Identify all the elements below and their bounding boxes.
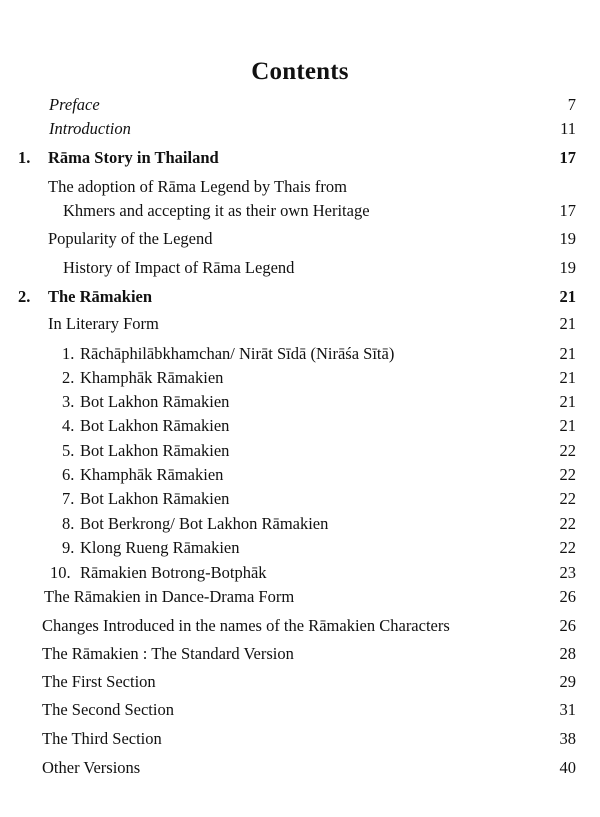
toc-chapter-title: The Rāmakien (48, 287, 153, 306)
toc-chapter-number: 1. (18, 148, 31, 167)
toc-entry-page: 21 (559, 287, 576, 306)
toc-entry-page: 31 (559, 700, 576, 719)
toc-entry-label: History of Impact of Rāma Legend (63, 258, 295, 277)
toc-subentry-10[interactable] (0, 563, 600, 587)
toc-subentry-6[interactable] (0, 465, 600, 489)
toc-subentry-4[interactable] (0, 416, 600, 440)
toc-entry-label: Rāmakien Botrong-Botphāk (80, 563, 267, 582)
toc-entry-introduction[interactable] (0, 119, 600, 143)
page-title: Contents (251, 58, 349, 85)
toc-entry-literary-form[interactable] (0, 314, 600, 338)
toc-entry-label: Klong Rueng Rāmakien (80, 538, 240, 557)
toc-subentry-9[interactable] (0, 538, 600, 562)
toc-entry-standard-version[interactable] (0, 644, 600, 668)
toc-entry-label: Bot Lakhon Rāmakien (80, 416, 230, 435)
toc-entry-first-section[interactable] (0, 672, 600, 696)
toc-subentry-number: 3. (62, 392, 75, 411)
toc-entry-label: Khmers and accepting it as their own Heritage (63, 201, 370, 220)
toc-entry-page: 22 (559, 514, 576, 533)
toc-entry-page: 26 (559, 587, 576, 606)
toc-entry-label: The Rāmakien in Dance-Drama Form (44, 587, 295, 606)
toc-subentry-number: 2. (62, 368, 75, 387)
toc-entry-label: The adoption of Rāma Legend by Thais from (48, 177, 347, 196)
toc-chapter-1[interactable] (0, 148, 600, 172)
toc-entry-label: Other Versions (42, 758, 141, 777)
toc-entry-changes[interactable] (0, 616, 600, 640)
toc-subentry-5[interactable] (0, 441, 600, 465)
toc-entry-page: 11 (560, 119, 576, 138)
toc-entry-adoption-line1[interactable] (0, 177, 600, 201)
toc-entry-dance-drama[interactable] (0, 587, 600, 611)
toc-entry-adoption-line2[interactable] (0, 201, 600, 225)
toc-subentry-number: 4. (62, 416, 75, 435)
toc-subentry-8[interactable] (0, 514, 600, 538)
toc-entry-label: Bot Lakhon Rāmakien (80, 489, 230, 508)
toc-entry-label: Changes Introduced in the names of the Rāmakien Characters (42, 616, 450, 635)
toc-entry-page: 7 (567, 95, 576, 114)
toc-entry-page: 22 (559, 465, 576, 484)
toc-entry-label: Rāchāphilābkhamchan/ Nirāt Sīdā (Nirāśa Sītā) (80, 344, 395, 363)
toc-entry-page: 29 (559, 672, 576, 691)
toc-entry-page: 21 (559, 344, 576, 363)
toc-entry-page: 28 (559, 644, 576, 663)
toc-entry-label: Preface (49, 95, 100, 114)
toc-entry-second-section[interactable] (0, 700, 600, 724)
toc-subentry-number: 8. (62, 514, 75, 533)
toc-subentry-2[interactable] (0, 368, 600, 392)
toc-entry-page: 38 (559, 729, 576, 748)
toc-entry-label: The First Section (42, 672, 156, 691)
toc-entry-other-versions[interactable] (0, 758, 600, 782)
toc-entry-page: 21 (559, 416, 576, 435)
toc-entry-page: 22 (559, 441, 576, 460)
toc-entry-page: 19 (559, 258, 576, 277)
toc-entry-preface[interactable] (0, 95, 600, 119)
toc-entry-page: 26 (559, 616, 576, 635)
toc-entry-label: Popularity of the Legend (48, 229, 213, 248)
toc-subentry-number: 6. (62, 465, 75, 484)
toc-subentry-7[interactable] (0, 489, 600, 513)
toc-entry-label: The Rāmakien : The Standard Version (42, 644, 294, 663)
toc-chapter-title: Rāma Story in Thailand (48, 148, 219, 167)
toc-subentry-number: 1. (62, 344, 75, 363)
toc-subentry-number: 5. (62, 441, 75, 460)
toc-entry-label: The Second Section (42, 700, 174, 719)
toc-entry-page: 21 (559, 392, 576, 411)
toc-entry-label: Khamphāk Rāmakien (80, 368, 224, 387)
toc-subentry-number: 7. (62, 489, 75, 508)
toc-entry-page: 21 (559, 314, 576, 333)
toc-subentry-number: 9. (62, 538, 75, 557)
toc-chapter-number: 2. (18, 287, 31, 306)
toc-entry-page: 17 (559, 148, 576, 167)
toc-entry-label: Introduction (49, 119, 131, 138)
toc-entry-page: 17 (559, 201, 576, 220)
toc-entry-page: 22 (559, 538, 576, 557)
toc-entry-label: Bot Berkrong/ Bot Lakhon Rāmakien (80, 514, 329, 533)
toc-entry-label: The Third Section (42, 729, 162, 748)
toc-entry-page: 23 (559, 563, 576, 582)
toc-entry-third-section[interactable] (0, 729, 600, 753)
toc-subentry-1[interactable] (0, 344, 600, 368)
toc-entry-label: Khamphāk Rāmakien (80, 465, 224, 484)
toc-entry-label: In Literary Form (48, 314, 159, 333)
toc-chapter-2[interactable] (0, 287, 600, 311)
toc-entry-history[interactable] (0, 258, 600, 282)
toc-entry-label: Bot Lakhon Rāmakien (80, 441, 230, 460)
toc-entry-page: 19 (559, 229, 576, 248)
toc-entry-label: Bot Lakhon Rāmakien (80, 392, 230, 411)
toc-entry-page: 40 (559, 758, 576, 777)
toc-entry-page: 21 (559, 368, 576, 387)
toc-entry-page: 22 (559, 489, 576, 508)
toc-entry-popularity[interactable] (0, 229, 600, 253)
toc-subentry-number: 10. (50, 563, 71, 582)
toc-subentry-3[interactable] (0, 392, 600, 416)
